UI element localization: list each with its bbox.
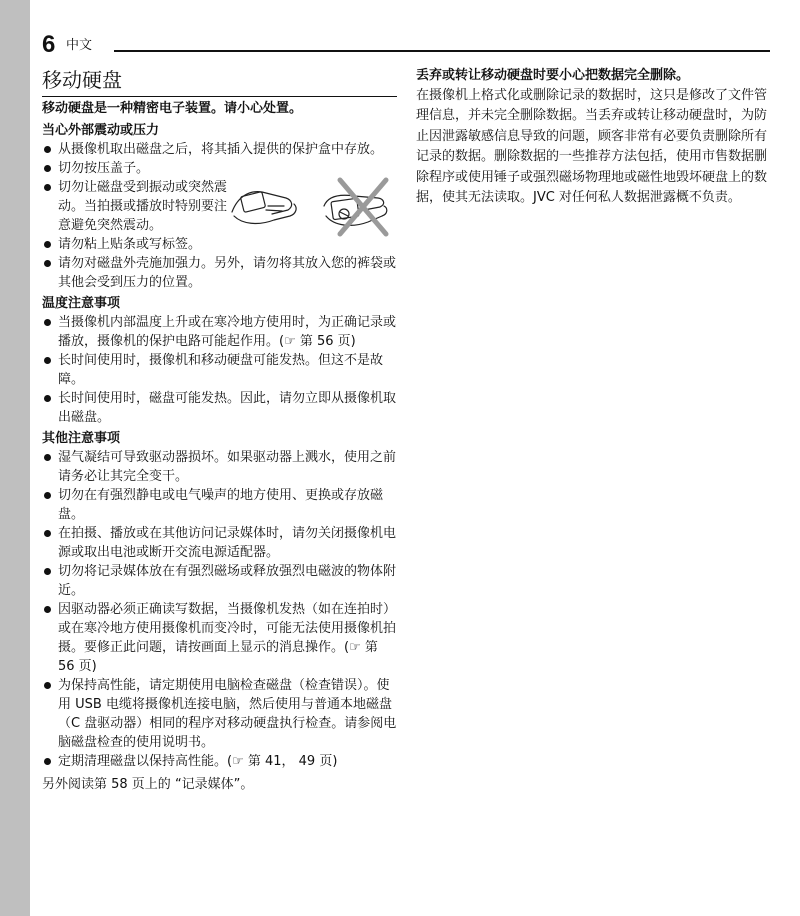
illustration	[228, 176, 398, 240]
left-column	[42, 66, 397, 795]
list-other	[42, 448, 397, 771]
header-rule	[114, 50, 770, 52]
list-item: 为保持高性能，请定期使用电脑检查磁盘（检查错误）。使用 USB 电缆将摄像机连接电脑，然后使用与普通本地磁盘（C 盘驱动器）相同的程序对移动硬盘执行检查。请参阅电脑磁盘检查的使用说明书。	[42, 676, 397, 752]
list-item: 当摄像机内部温度上升或在寒冷地方使用时，为正确记录或播放，摄像机的保护电路可能起作用。(☞ 第 56 页)	[42, 313, 397, 351]
page-number: 6	[42, 31, 56, 58]
list-item: 从摄像机取出磁盘之后，将其插入提供的保护盒中存放。	[42, 140, 397, 159]
list-temperature	[42, 313, 397, 427]
heading-temperature: 温度注意事项	[42, 296, 121, 311]
list-item: 湿气凝结可导致驱动器损坏。如果驱动器上溅水，使用之前请务必让其完全变干。	[42, 448, 397, 486]
side-margin-bar	[0, 0, 30, 916]
heading-other: 其他注意事项	[42, 431, 121, 446]
disposal-heading: 丢弃或转让移动硬盘时要小心把数据完全删除。	[416, 68, 690, 83]
heading-shock: 当心外部震动或压力	[42, 123, 160, 138]
right-column	[416, 66, 768, 208]
language-label: 中文	[66, 38, 93, 53]
list-item: 切勿按压盖子。	[42, 159, 397, 178]
list-item: 请勿粘上贴条或写标签。	[42, 235, 397, 254]
page-header	[42, 30, 772, 60]
list-item: 切勿将记录媒体放在有强烈磁场或释放强烈电磁波的物体附近。	[42, 562, 397, 600]
footnote: 另外阅读第 58 页上的 “记录媒体”。	[42, 777, 254, 792]
disposal-body: 在摄像机上格式化或删除记录的数据时，这只是修改了文件管理信息，并未完全删除数据。当丢弃或转让移动硬盘时，为防止因泄露敏感信息导致的问题，顾客非常有必要负责删除所有记录的数据。删除数据的一些推荐方法包括，使用市售数据删除程序或使用锤子或强烈磁场物理地或磁性地毁坏硬盘上的数据，使其无法读取。JVC 对任何私人数据泄露概不负责。	[416, 88, 768, 206]
list-item: 切勿在有强烈静电或电气噪声的地方使用、更换或存放磁盘。	[42, 486, 397, 524]
title-rule	[42, 96, 397, 97]
list-item: 长时间使用时，摄像机和移动硬盘可能发热。但这不是故障。	[42, 351, 397, 389]
list-item: 定期清理磁盘以保持高性能。(☞ 第 41， 49 页)	[42, 752, 397, 771]
lead-sentence: 移动硬盘是一种精密电子装置。请小心处置。	[42, 101, 303, 116]
list-item: 在拍摄、播放或在其他访问记录媒体时，请勿关闭摄像机电源或取出电池或断开交流电源适配器。	[42, 524, 397, 562]
list-item: 因驱动器必须正确读写数据，当摄像机发热（如在连拍时）或在寒冷地方使用摄像机而变冷时，可能无法使用摄像机拍摄。要修正此问题，请按画面上显示的消息操作。(☞ 第 56 页)	[42, 600, 397, 676]
list-item: 长时间使用时，磁盘可能发热。因此，请勿立即从摄像机取出磁盘。	[42, 389, 397, 427]
list-item: 请勿对磁盘外壳施加强力。另外，请勿将其放入您的裤袋或其他会受到压力的位置。	[42, 254, 397, 292]
list-item: 切勿让磁盘受到振动或突然震动。当拍摄或播放时特别要注意避免突然震动。	[42, 178, 234, 235]
section-title: 移动硬盘	[42, 68, 122, 92]
hand-holding-disk-icon	[228, 176, 398, 240]
